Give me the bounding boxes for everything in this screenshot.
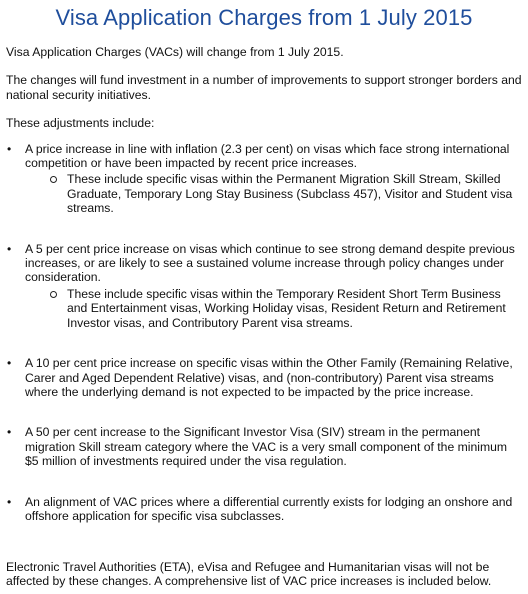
intro-paragraph: Visa Application Charges (VACs) will change from 1 July 2015.: [6, 45, 344, 59]
sub-list-item-text: These include specific visas within the Permanent Migration Skill Stream, Skilled Graduate, Temporary Long Stay Business (Subclass 457), Visitor and Student visa streams.: [67, 172, 513, 216]
list-item-text: A 5 per cent price increase on visas which continue to see strong demand despite previous increases, or are likely to see a sustained volume increase through policy changes under consideration.: [25, 241, 515, 285]
list-item-text: A 50 per cent increase to the Significant Investor Visa (SIV) stream in the permanent migration Skill stream category where the VAC is a very small component of the minimum $5 million of investments required under the visa regulation.: [25, 425, 508, 469]
sub-list-item-text: These include specific visas within the Temporary Resident Short Term Business and Entertainment visas, Working Holiday visas, Resident Return and Retirement Investor visas, and Contributory Parent visa streams.: [67, 286, 506, 330]
page-title: Visa Application Charges from 1 July 2015: [55, 5, 473, 30]
adjustments-list: [6, 142, 522, 524]
footer-paragraph: Electronic Travel Authorities (ETA), eVisa and Refugee and Humanitarian visas will not be affected by these changes. A comprehensive list of VAC price increases is included below.: [6, 560, 492, 589]
bullet-icon: •: [7, 425, 12, 440]
list-item-text: A 10 per cent price increase on specific visas within the Other Family (Remaining Relative, Carer and Aged Dependent Relative) visas, and (non-contributory) Parent visa streams where the underlying demand is not expected to be impacted by the price increase.: [25, 356, 513, 399]
bullet-icon: •: [7, 494, 12, 509]
list-item-text: A price increase in line with inflation (2.3 per cent) on visas which face strong international competition or have been impacted by recent price increases.: [25, 141, 510, 171]
sub-list: [25, 172, 522, 215]
sub-list-item: [25, 287, 522, 330]
circle-bullet-icon: [50, 176, 57, 183]
adjustments-heading: These adjustments include:: [6, 116, 155, 131]
bullet-icon: •: [7, 241, 12, 256]
list-item: [6, 356, 522, 399]
list-item: [6, 142, 522, 216]
bullet-icon: •: [7, 141, 12, 156]
changes-paragraph: The changes will fund investment in a number of improvements to support stronger borders and national security initiatives.: [6, 73, 522, 102]
sub-list-item: [25, 172, 522, 215]
circle-bullet-icon: [50, 291, 57, 298]
bullet-icon: •: [7, 356, 12, 371]
list-item: [6, 242, 522, 330]
list-item: [6, 425, 522, 468]
list-item-text: An alignment of VAC prices where a differential currently exists for lodging an onshore and offshore application for specific visa subclasses.: [25, 494, 513, 523]
sub-list: [25, 287, 522, 330]
list-item: [6, 495, 522, 524]
